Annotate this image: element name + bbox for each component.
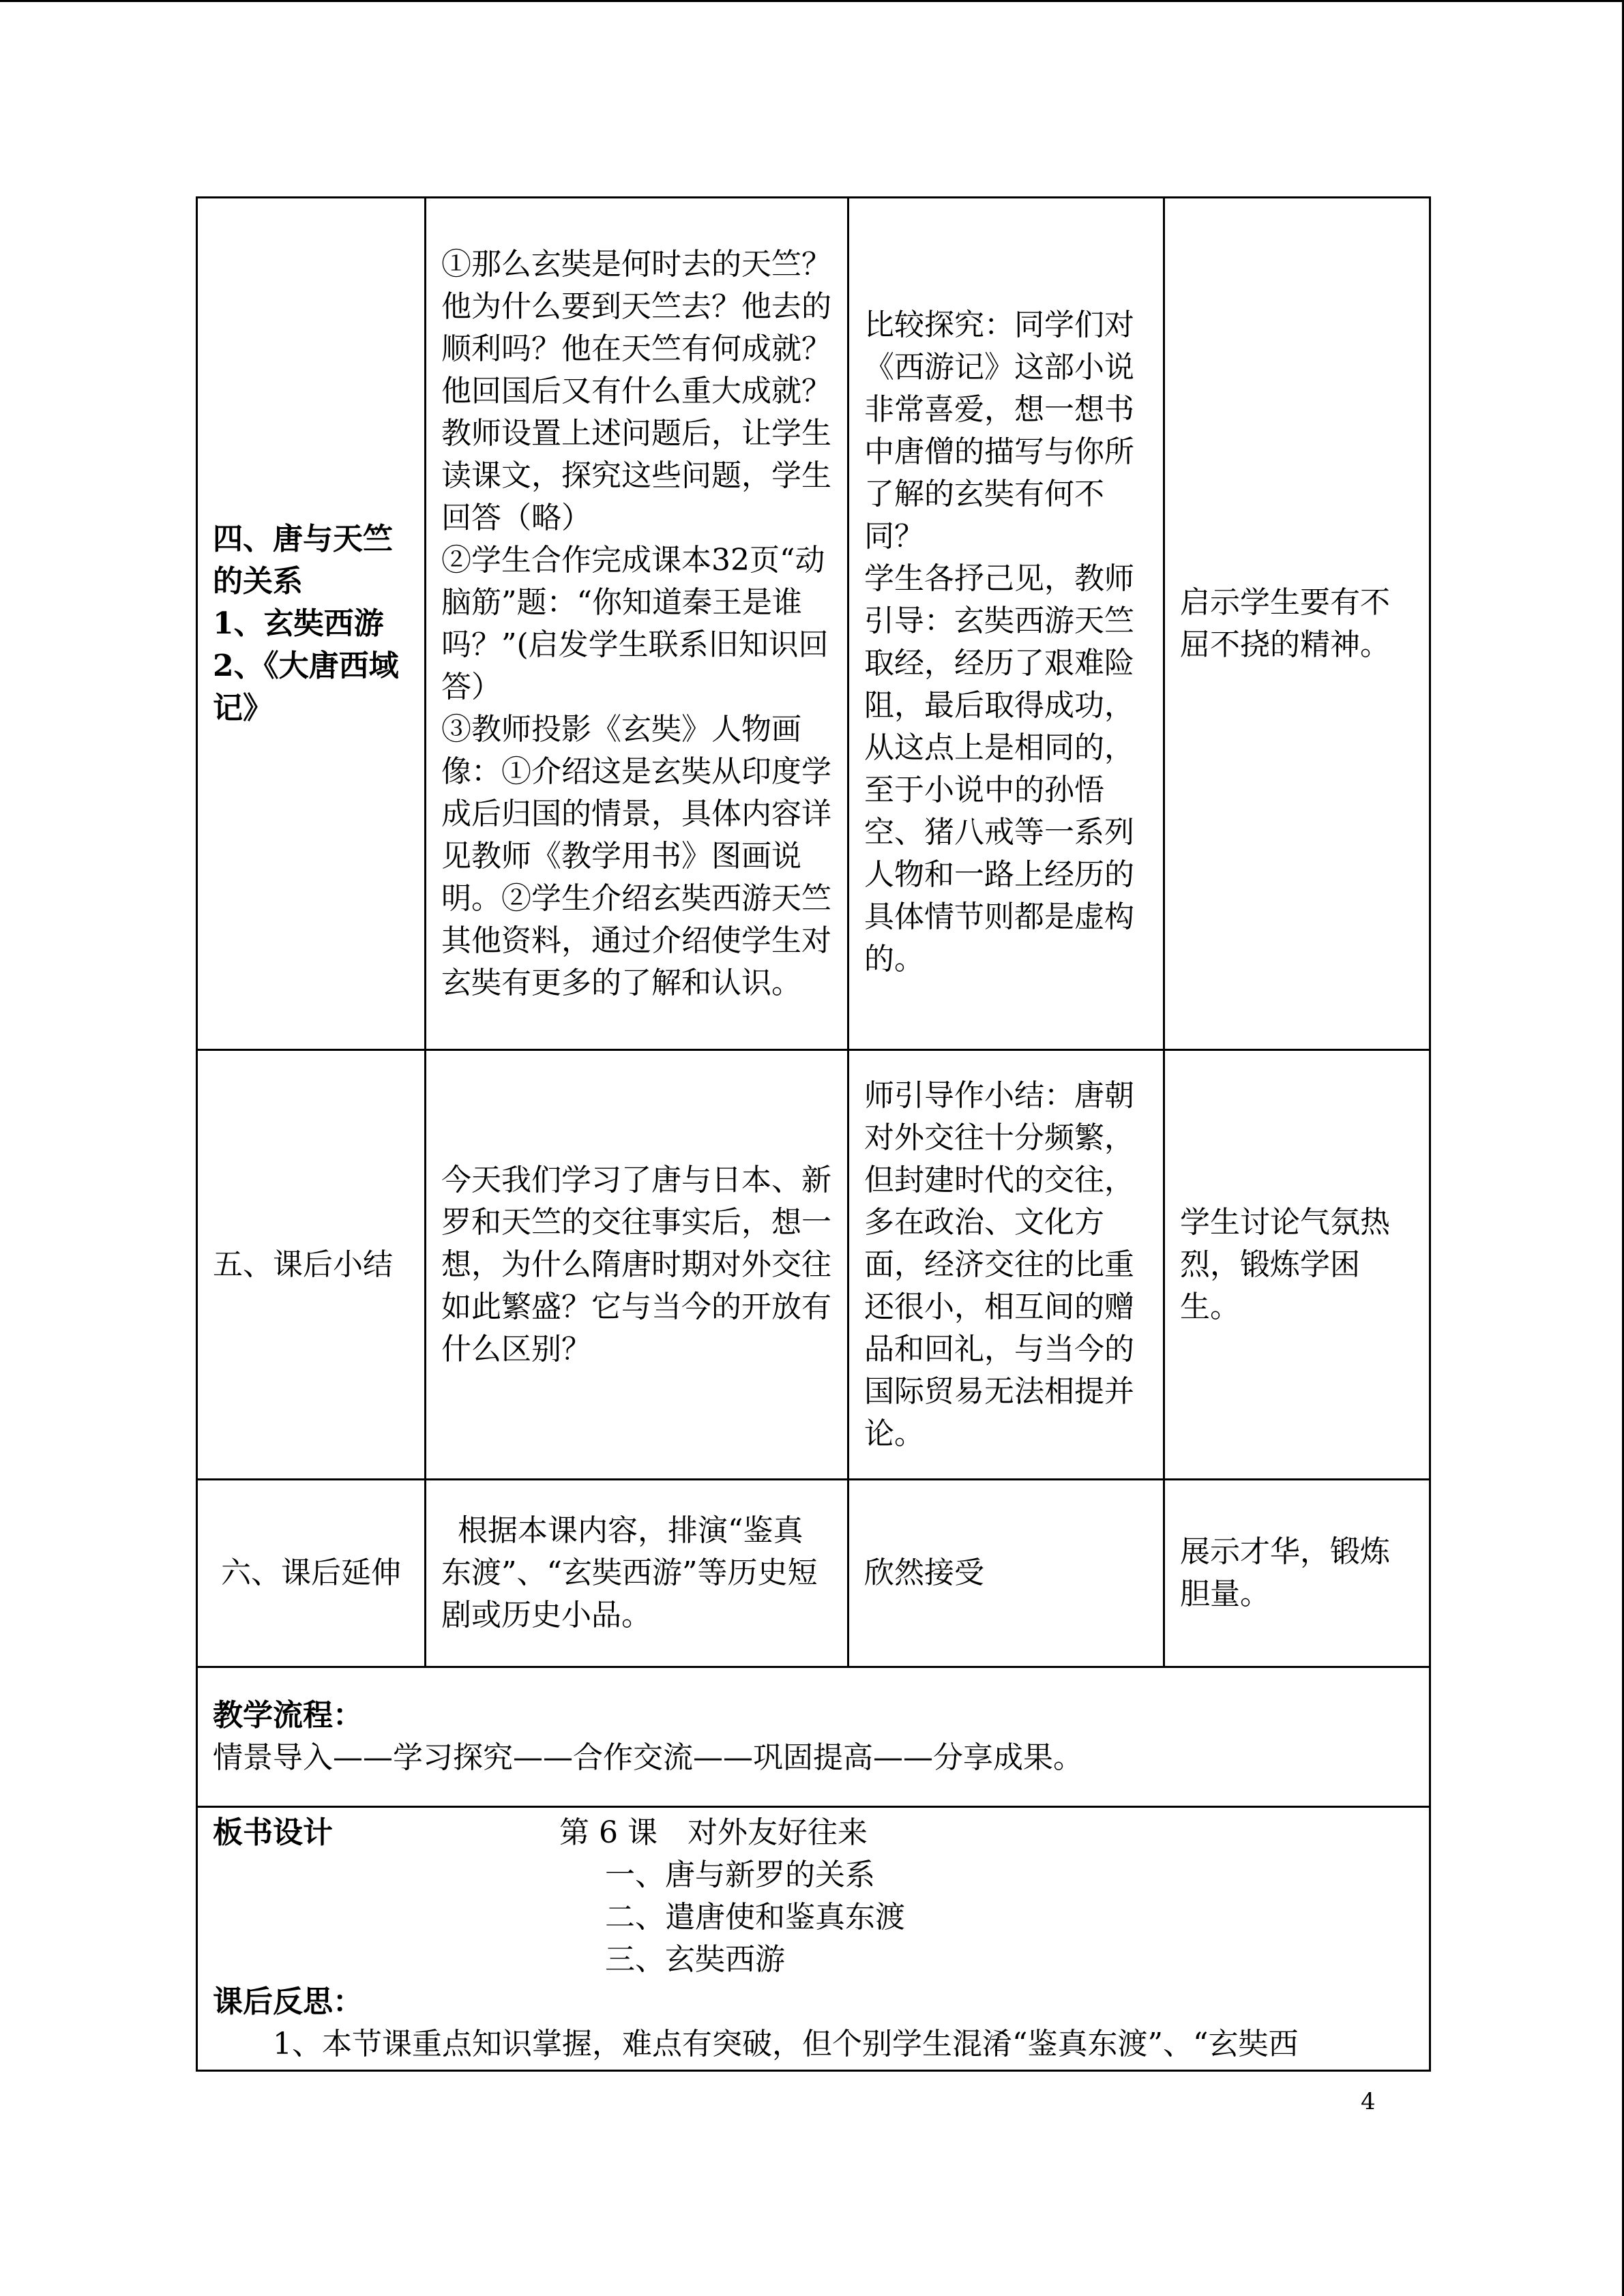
table-row-board <box>197 1807 1430 2071</box>
lesson-plan-table <box>196 196 1431 2072</box>
table-row-tianzhu <box>197 198 1430 1050</box>
board-design-cell <box>197 1807 1430 2071</box>
board-design-block <box>213 1812 1414 1981</box>
board-item: 二、遣唐使和鉴真东渡 <box>605 1900 905 1935</box>
student-activity-cell: 比较探究：同学们对《西游记》这部小说非常喜爱，想一想书中唐僧的描写与你所了解的玄奘有何不同？ 学生各抒己见，教师引导：玄奘西游天竺取经，经历了艰难险阻，最后取得成功，从这点上是相同的，至于小说中的孙悟空、猪八戒等一系列人物和一路上经历的具体情节则都是虚构的。 <box>848 198 1164 1050</box>
teacher-activity-cell: ①那么玄奘是何时去的天竺？他为什么要到天竺去？他去的顺利吗？他在天竺有何成就？他回国后又有什么重大成就？ 教师设置上述问题后，让学生读课文，探究这些问题，学生回答（略） ②学生合作完成课本32页“动脑筋”题：“你知道秦王是谁吗？”(启发学生联系旧知识回答） ③教师投影《玄奘》人物画像：①介绍这是玄奘从印度学成后归国的情景，具体内容详见教师《教学用书》图画说明。②学生介绍玄奘西游天竺其他资料，通过介绍使学生对玄奘有更多的了解和认识。 <box>426 198 848 1050</box>
design-intent-cell: 展示才华，锻炼胆量。 <box>1164 1480 1430 1667</box>
teaching-flow-cell <box>197 1667 1430 1807</box>
flow-text: 情景导入——学习探究——合作交流——巩固提高——分享成果。 <box>213 1740 1083 1775</box>
student-activity-cell: 师引导作小结：唐朝对外交往十分频繁，但封建时代的交往，多在政治、文化方面，经济交往的比重还很小，相互间的赠品和回礼，与当今的国际贸易无法相提并论。 <box>848 1050 1164 1480</box>
section-cell: 六、课后延伸 <box>197 1480 426 1667</box>
board-item: 一、唐与新罗的关系 <box>605 1858 875 1892</box>
design-intent-cell: 启示学生要有不屈不挠的精神。 <box>1164 198 1430 1050</box>
teacher-activity-cell: 今天我们学习了唐与日本、新罗和天竺的交往事实后，想一想，为什么隋唐时期对外交往如此繁盛？它与当今的开放有什么区别？ <box>426 1050 848 1480</box>
board-item: 三、玄奘西游 <box>605 1942 785 1977</box>
page-number: 4 <box>1361 2088 1376 2115</box>
table-row-extension <box>197 1480 1430 1667</box>
flow-heading: 教学流程： <box>213 1698 363 1733</box>
table-row-flow <box>197 1667 1430 1807</box>
section-cell: 五、课后小结 <box>197 1050 426 1480</box>
board-heading: 板书设计 <box>213 1815 333 1850</box>
design-intent-cell: 学生讨论气氛热烈，锻炼学困生。 <box>1164 1050 1430 1480</box>
teacher-activity-cell: 根据本课内容，排演“鉴真东渡”、“玄奘西游”等历史短剧或历史小品。 <box>426 1480 848 1667</box>
page-top-border <box>0 0 1624 2</box>
section-cell: 四、唐与天竺的关系 1、玄奘西游 2、《大唐西域记》 <box>197 198 426 1050</box>
board-title: 第 6 课 对外友好往来 <box>559 1815 868 1850</box>
reflection-text: 1、本节课重点知识掌握，难点有突破，但个别学生混淆“鉴真东渡”、“玄奘西 <box>273 2027 1299 2061</box>
student-activity-cell: 欣然接受 <box>848 1480 1164 1667</box>
table-row-summary <box>197 1050 1430 1480</box>
reflection-heading: 课后反思： <box>213 1984 363 2019</box>
